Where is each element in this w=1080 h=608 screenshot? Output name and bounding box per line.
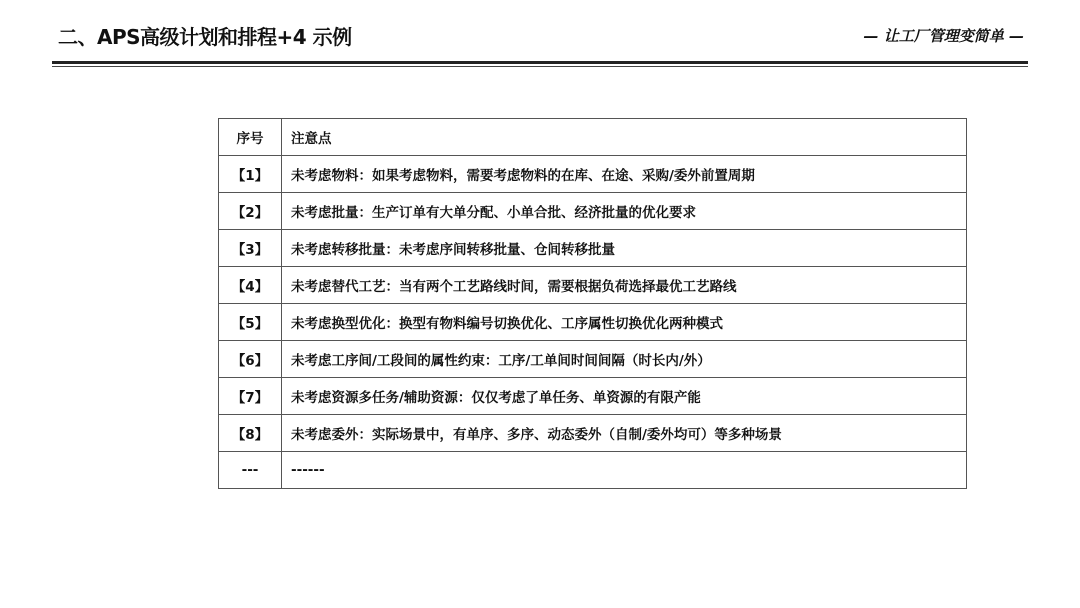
row-number: 【1】 — [219, 156, 282, 193]
row-note: 未考虑工序间/工段间的属性约束：工序/工单间时间间隔（时长内/外） — [282, 341, 967, 378]
notes-table — [218, 118, 967, 489]
page-title: 二、APS高级计划和排程+4 示例 — [58, 25, 352, 49]
column-header-note: 注意点 — [282, 119, 967, 156]
row-note: 未考虑换型优化：换型有物料编号切换优化、工序属性切换优化两种模式 — [282, 304, 967, 341]
row-number: 【6】 — [219, 341, 282, 378]
table-row — [219, 267, 967, 304]
table-row — [219, 378, 967, 415]
row-note: 未考虑转移批量：未考虑序间转移批量、仓间转移批量 — [282, 230, 967, 267]
header-divider-thick — [52, 61, 1028, 64]
row-number: --- — [219, 452, 282, 489]
row-number: 【3】 — [219, 230, 282, 267]
slogan: — 让工厂管理变简单 — — [863, 27, 1024, 45]
table-row — [219, 304, 967, 341]
row-note: 未考虑物料：如果考虑物料，需要考虑物料的在库、在途、采购/委外前置周期 — [282, 156, 967, 193]
table-row — [219, 415, 967, 452]
row-note: 未考虑批量：生产订单有大单分配、小单合批、经济批量的优化要求 — [282, 193, 967, 230]
table-header-row — [219, 119, 967, 156]
table-row — [219, 452, 967, 489]
column-header-number: 序号 — [219, 119, 282, 156]
table-row — [219, 193, 967, 230]
row-number: 【8】 — [219, 415, 282, 452]
row-number: 【4】 — [219, 267, 282, 304]
table-row — [219, 341, 967, 378]
table-row — [219, 156, 967, 193]
header-divider-thin — [52, 66, 1028, 67]
row-note: 未考虑资源多任务/辅助资源：仅仅考虑了单任务、单资源的有限产能 — [282, 378, 967, 415]
row-note: 未考虑替代工艺：当有两个工艺路线时间，需要根据负荷选择最优工艺路线 — [282, 267, 967, 304]
row-number: 【7】 — [219, 378, 282, 415]
row-note: ------ — [282, 452, 967, 489]
row-note: 未考虑委外：实际场景中，有单序、多序、动态委外（自制/委外均可）等多种场景 — [282, 415, 967, 452]
row-number: 【2】 — [219, 193, 282, 230]
row-number: 【5】 — [219, 304, 282, 341]
table-row — [219, 230, 967, 267]
